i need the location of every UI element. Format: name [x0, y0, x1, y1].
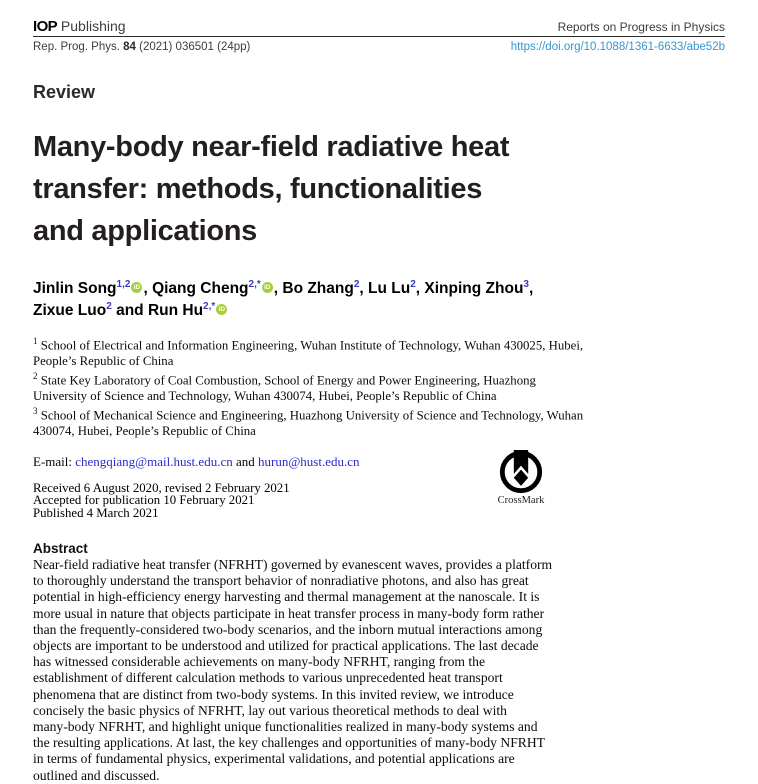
crossmark-badge[interactable]	[492, 449, 550, 506]
abstract-line: outlined and discussed.	[33, 767, 160, 783]
history-line: Published 4 March 2021	[33, 505, 159, 520]
abstract-line: has witnessed considerable achievements on many-body NFRHT, ranging from the	[33, 654, 486, 670]
email-row	[33, 454, 725, 469]
author-separator: ,	[273, 280, 283, 298]
citation-row	[33, 41, 725, 54]
article-history	[33, 482, 725, 520]
header-divider	[33, 36, 725, 37]
title-line: and applications	[33, 215, 258, 247]
abstract-line: establishment of different calculation methods to various unprecedented heat transport	[33, 670, 503, 686]
author-affiliation-sup: 3	[523, 279, 529, 290]
affiliation-number: 1	[33, 336, 38, 347]
publisher-name: Publishing	[57, 18, 126, 34]
author-affiliation-sup: 1,2	[116, 279, 131, 290]
publisher-logo	[33, 20, 126, 33]
history-line: Accepted for publication 10 February 2021	[33, 493, 255, 508]
author-name: Lu Lu	[368, 280, 411, 298]
author-separator: and	[111, 302, 148, 320]
author-list	[33, 276, 725, 320]
iop-logo-text: IOP	[33, 18, 58, 35]
abstract-line: many-body NFRHT, and highlight unique functionalities realized in many-body systems and	[33, 719, 538, 735]
journal-name: Reports on Progress in Physics	[557, 20, 725, 34]
email-link[interactable]: hurun@hust.edu.cn	[258, 453, 360, 469]
author-name: Jinlin Song	[33, 280, 117, 298]
author-name: Xinping Zhou	[424, 280, 524, 298]
email-label: E-mail:	[33, 453, 76, 469]
author-name: Qiang Cheng	[152, 280, 249, 298]
title-line: Many-body near-field radiative heat	[33, 131, 510, 163]
abstract-line: than the frequently-considered two-body scenarios, and the inborn mutual interactions among	[33, 621, 543, 637]
abstract-line: Near-field radiative heat transfer (NFRHT) governed by evanescent waves, provides a platform	[33, 557, 553, 573]
email-joiner: and	[232, 453, 258, 469]
author-name: Bo Zhang	[282, 280, 354, 298]
author-name: Run Hu	[147, 302, 204, 320]
author-separator: ,	[359, 280, 369, 298]
abstract-line: phenomena that are distinct from two-body systems. In this invited review, we introduce	[33, 686, 514, 702]
orcid-icon[interactable]: iD	[216, 304, 227, 315]
abstract-line: concisely the basic physics of NFRHT, lay out various theoretical methods to deal with	[33, 702, 507, 718]
abstract-text	[33, 557, 725, 784]
abstract-line: to thoroughly understand the transport behavior of nonradiative photons, and also has great	[33, 573, 529, 589]
author-separator: ,	[528, 280, 534, 298]
author-name: Zixue Luo	[33, 302, 107, 320]
abstract-heading: Abstract	[33, 541, 88, 557]
title-line: transfer: methods, functionalities	[33, 173, 483, 205]
doi-link[interactable]: https://doi.org/10.1088/1361-6633/abe52b	[510, 41, 725, 53]
abstract-line: more usual in nature that objects participate in heat transfer process in many-body form rather	[33, 605, 545, 621]
abstract-line: objects are important to be understood and utilized for practical applications. The last decade	[33, 638, 539, 654]
citation: Rep. Prog. Phys. 84 (2021) 036501 (24pp)	[33, 41, 251, 53]
history-line: Received 6 August 2020, revised 2 February 2021	[33, 480, 290, 495]
citation-volume: 84	[123, 41, 136, 53]
orcid-icon[interactable]: iD	[131, 282, 142, 293]
abstract-line: in terms of fundamental physics, experimental validations, and potential applications are	[33, 751, 515, 767]
author-affiliation-sup: 2,*	[248, 279, 261, 290]
affiliation-number: 2	[33, 371, 38, 382]
article-title	[33, 126, 725, 252]
article-type: Review	[33, 82, 96, 102]
author-affiliation-sup: 2,*	[203, 301, 216, 313]
affiliation: $^2$ State Key Laboratory of Coal Combustion, School of Energy and Power Engineering, Huazhong University of Science and Technology, Wuhan 430074, Hubei, People’s Republic of China	[33, 371, 536, 404]
affiliation-number: 3	[33, 406, 38, 417]
author-affiliation-sup: 2	[106, 301, 112, 313]
crossmark-icon	[498, 449, 544, 495]
affiliation: $^3$ School of Mechanical Science and Engineering, Huazhong University of Science and Technology, Wuhan 430074, Hubei, People’s Republic of China	[33, 406, 584, 439]
orcid-icon[interactable]: iD	[262, 282, 273, 293]
author-separator: ,	[415, 280, 425, 298]
author-affiliation-sup: 2	[353, 279, 360, 290]
crossmark-label: CrossMark	[497, 495, 545, 506]
masthead	[33, 20, 725, 34]
affiliation: $^1$ School of Electrical and Information Engineering, Wuhan Institute of Technology, Wuhan 430025, Hubei, People’s Republic of China	[33, 336, 584, 368]
abstract-line: potential in high-efficiency energy harvesting and thermal management at the nanoscale. It is	[33, 589, 540, 605]
author-affiliation-sup: 2	[410, 279, 416, 290]
affiliation-list	[33, 334, 589, 439]
abstract-line: the resulting applications. At last, the key challenges and opportunities of many-body NFRHT	[33, 735, 545, 751]
email-link[interactable]: chengqiang@mail.hust.edu.cn	[75, 453, 233, 469]
author-separator: ,	[143, 280, 153, 298]
